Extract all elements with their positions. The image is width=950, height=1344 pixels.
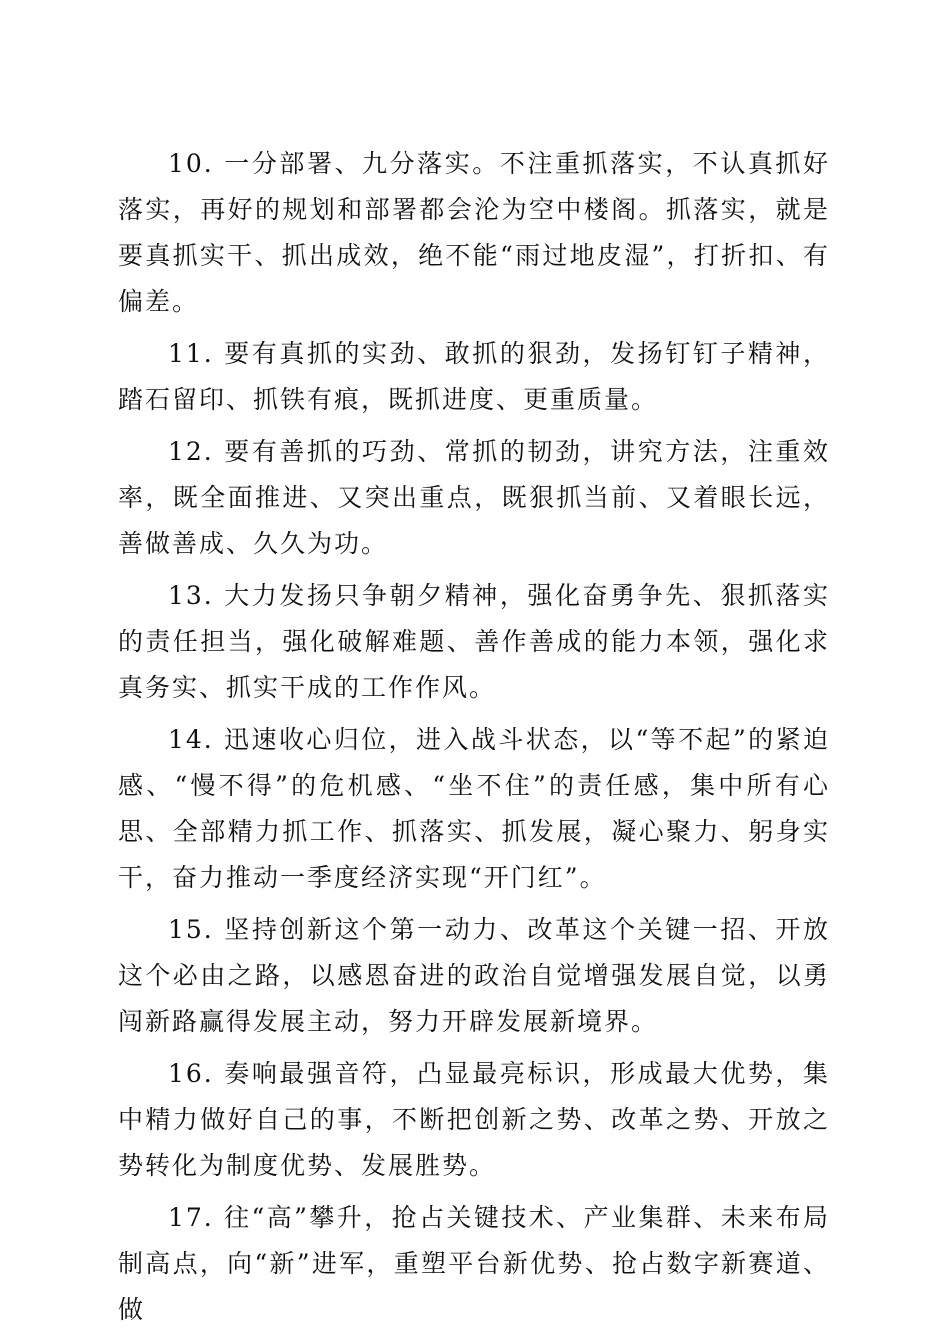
paragraph-17: 17. 往“高”攀升，抢占关键技术、产业集群、未来布局制高点，向“新”进军，重塑平台新优势、抢占数字新赛道、做	[118, 1203, 830, 1324]
paragraph-12: 12. 要有善抓的巧劲、常抓的韧劲，讲究方法，注重效率，既全面推进、又突出重点，既狠抓当前、又着眼长远，善做善成、久久为功。	[118, 437, 830, 558]
document-body	[118, 141, 830, 1339]
paragraph-15: 15. 坚持创新这个第一动力、改革这个关键一招、开放这个必由之路，以感恩奋进的政治自觉增强发展自觉，以勇闯新路赢得发展主动，努力开辟发展新境界。	[118, 915, 830, 1036]
paragraph-16: 16. 奏响最强音符，凸显最亮标识，形成最大优势，集中精力做好自己的事，不断把创新之势、改革之势、开放之势转化为制度优势、发展胜势。	[118, 1059, 830, 1180]
paragraph-13: 13. 大力发扬只争朝夕精神，强化奋勇争先、狠抓落实的责任担当，强化破解难题、善作善成的能力本领，强化求真务实、抓实干成的工作作风。	[118, 581, 830, 702]
paragraph-14: 14. 迅速收心归位，进入战斗状态，以“等不起”的紧迫感、“慢不得”的危机感、“坐不住”的责任感，集中所有心思、全部精力抓工作、抓落实、抓发展，凝心聚力、躬身实干，奋力推动一季度经济实现“开门红”。	[118, 725, 830, 892]
paragraph-10: 10. 一分部署、九分落实。不注重抓落实，不认真抓好落实，再好的规划和部署都会沦为空中楼阁。抓落实，就是要真抓实干、抓出成效，绝不能“雨过地皮湿”，打折扣、有偏差。	[118, 149, 830, 316]
paragraph-11: 11. 要有真抓的实劲、敢抓的狠劲，发扬钉钉子精神，踏石留印、抓铁有痕，既抓进度、更重质量。	[118, 339, 830, 414]
